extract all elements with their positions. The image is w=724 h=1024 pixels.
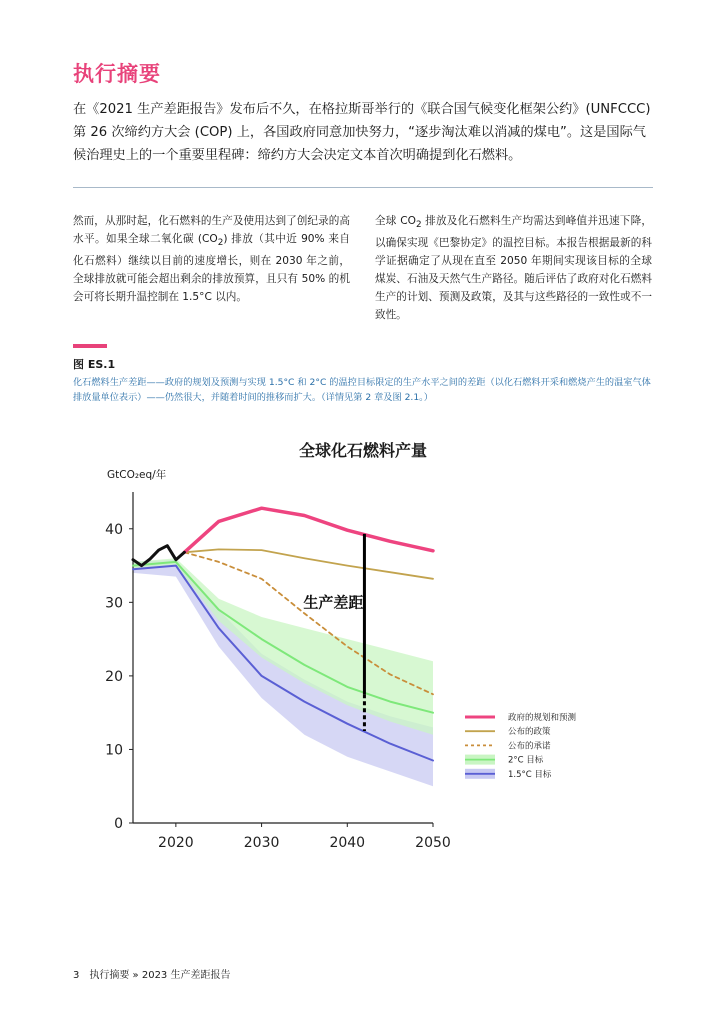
y-tick-label: 30 (105, 595, 123, 612)
y-axis-unit-label: GtCO₂eq/年 (107, 469, 167, 481)
plans-series-line (184, 508, 433, 552)
x-tick-label: 2020 (158, 835, 194, 851)
chart-title: 全球化石燃料产量 (298, 441, 427, 460)
two_c-legend-label: 2°C 目标 (508, 755, 544, 766)
one5c-legend-label: 1.5°C 目标 (508, 769, 552, 780)
page-title: 执行摘要 (73, 62, 161, 86)
pledges-legend-label: 公布的承诺 (508, 741, 551, 752)
x-tick-label: 2040 (329, 835, 366, 851)
page-footer (73, 966, 230, 981)
plans-legend-label: 政府的规划和预测 (508, 713, 577, 723)
y-tick-label: 40 (105, 521, 123, 538)
policies-legend-label: 公布的政策 (508, 727, 551, 738)
y-tick-label: 10 (105, 742, 123, 759)
x-tick-label: 2050 (415, 835, 451, 851)
y-tick-label: 0 (114, 816, 123, 832)
body-right-subscript: 2 (415, 220, 422, 231)
body-left-text-a: 然而，从那时起，化石燃料的生产及使用达到了创纪录的高水平。如果全球二氧化碳 (CO (73, 215, 350, 245)
footer-page-number: 3 (73, 970, 80, 981)
body-right-text-b: 排放及化石燃料生产均需达到峰值并迅速下降，以确保实现《巴黎协定》的温控目标。本报告根据最新的科学证据确定了从现在直至 2050 年期间实现该目标的全球煤炭、石油及天然气生产路径。随后评估了政府对化石燃料生产的计划、预测及政策，及其与这些路径的一致性或不一致性。 (375, 215, 652, 322)
x-tick-label: 2030 (243, 835, 280, 851)
intro-paragraph: 在《2021 生产差距报告》发布后不久，在格拉斯哥举行的《联合国气候变化框架公约》(UNFCCC) 第 26 次缔约方大会 (COP) 上，各国政府同意加快努力，“逐步淘汰难以消减的煤电”。这是国际气候治理史上的一个重要里程碑：缔约方大会决定文本首次明确提到化石燃料。 (73, 102, 651, 163)
body-left-text-b: ) 排放（其中近 90% 来自化石燃料）继续以目前的速度增长，则在 2030 年之前，全球排放就可能会超出剩余的排放预算，且只有 50% 的机会可将长期升温控制在 1.5°C 以内。 (73, 233, 350, 304)
figure-caption: 化石燃料生产差距——政府的规划及预测与实现 1.5°C 和 2°C 的温控目标限定的生产水平之间的差距（以化石燃料开采和燃烧产生的温室气体排放量单位表示）——仍然很大，并随着时间的推移而扩大。（详情见第 2 章及图 2.1。） (73, 377, 651, 403)
y-tick-label: 20 (105, 668, 123, 685)
figure-label: 图 ES.1 (73, 358, 116, 371)
footer-text: 执行摘要 » 2023 生产差距报告 (89, 970, 231, 981)
policies-series-line (184, 549, 433, 578)
body-right-text-a: 全球 CO (375, 215, 416, 227)
gap-annotation-label: 生产差距 (303, 593, 364, 612)
body-left-subscript: 2 (217, 238, 224, 249)
